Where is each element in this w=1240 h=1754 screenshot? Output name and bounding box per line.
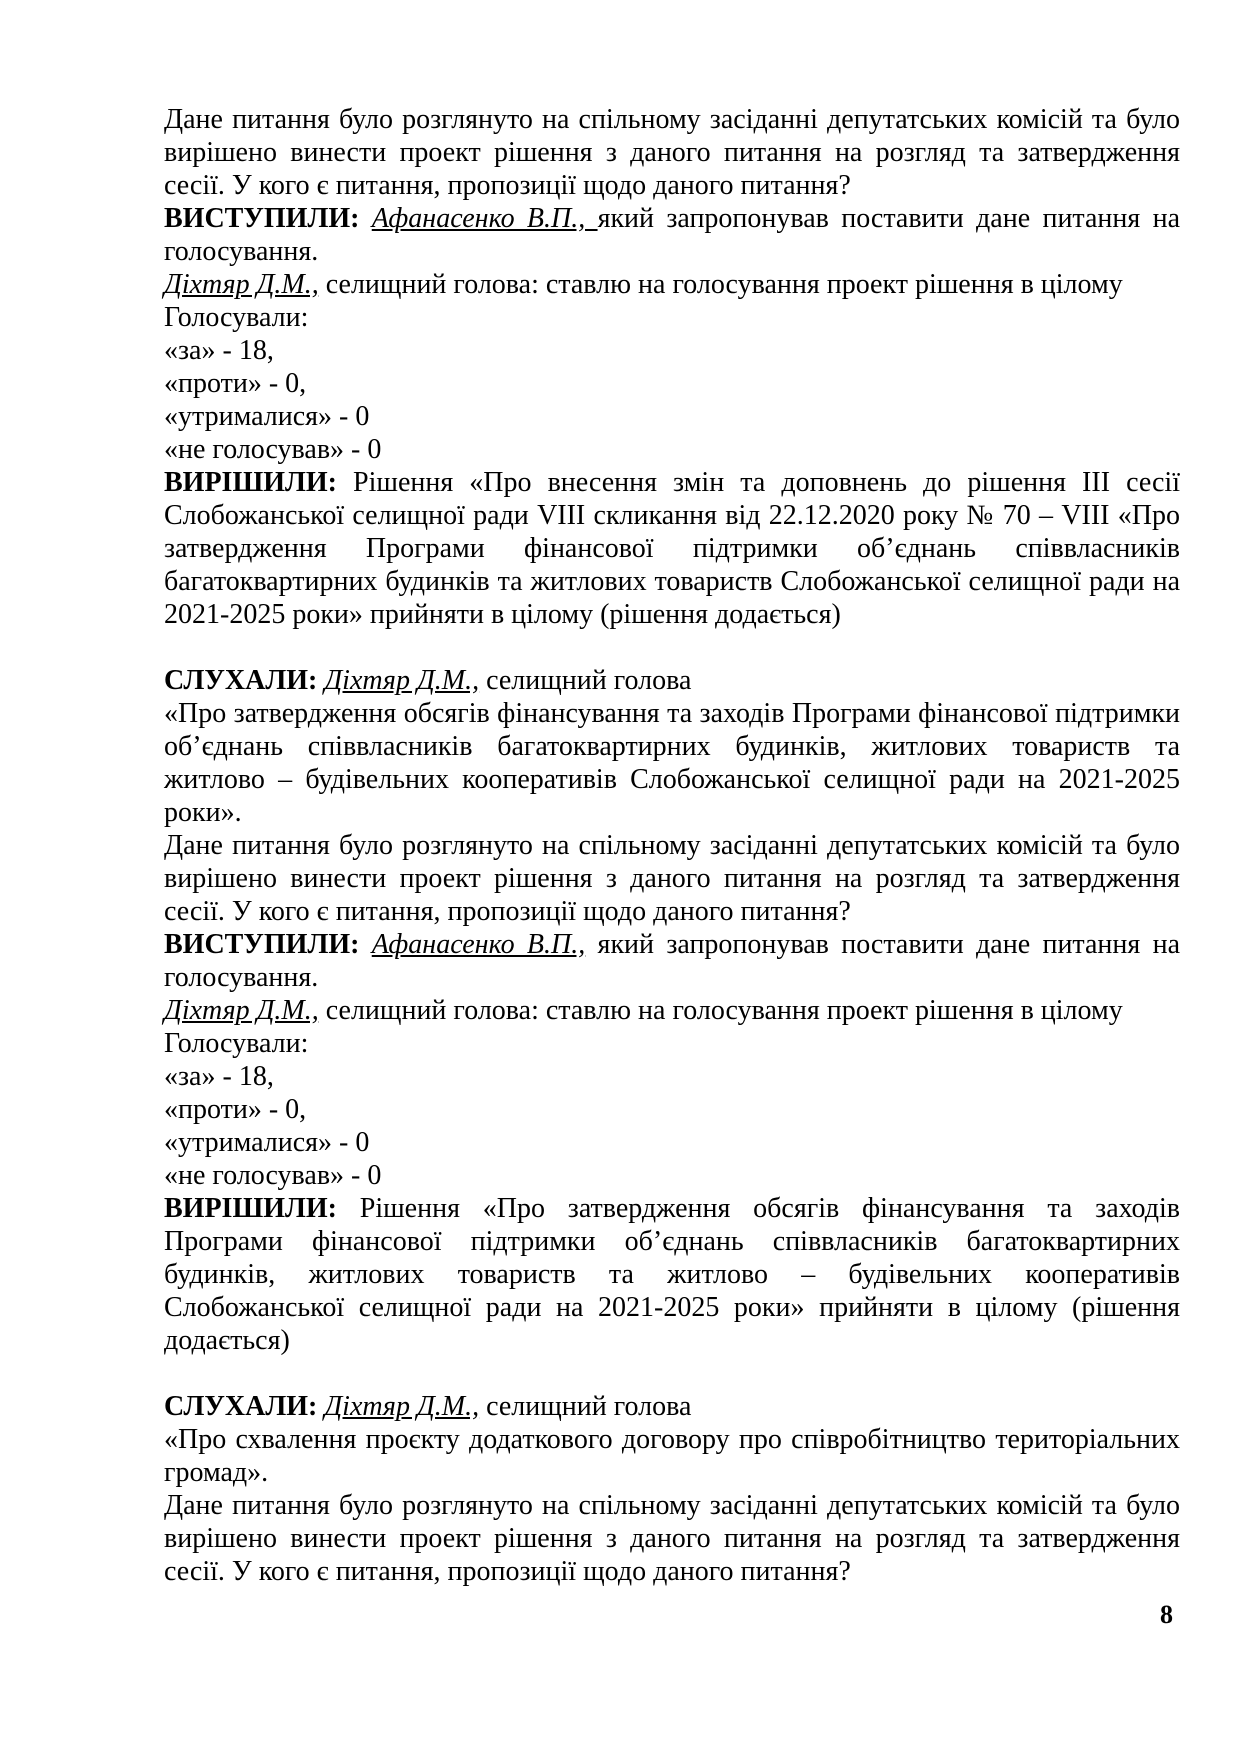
block2-intro: Дане питання було розглянуто на спільному засіданні депутатських комісій та було вирішено винести проект рішення з даного питання на розгляд та затвердження сесії. У кого є питання, пропозиції щодо даного питання?: [164, 830, 1180, 927]
decided-label: ВИРІШИЛИ:: [164, 1193, 337, 1224]
vote-abstained: «утрималися» - 0: [164, 401, 370, 432]
block2-head: [164, 994, 1180, 1027]
decided-text: Рішення «Про затвердження обсягів фінансування та заходів Програми фінансової підтримки об’єднань співвласників багатоквартирних будинків, житлових товариств та житлово – будівельних кооперативів Слобожанської селищної ради на 2021-2025 роки» прийняти в цілому (рішення додається): [164, 1193, 1180, 1356]
voted-label: Голосували:: [164, 1028, 309, 1059]
heard-role: селищний голова: [479, 1391, 692, 1422]
heard-name: Діхтяр Д.М.,: [324, 665, 480, 696]
heard-name: Діхтяр Д.М.,: [324, 1391, 480, 1422]
speaker-name: Афанасенко В.П.,: [371, 203, 598, 234]
heard-role: селищний голова: [479, 665, 692, 696]
block2-decided: [164, 1192, 1180, 1357]
vote-for: «за» - 18,: [164, 1061, 274, 1092]
block1-decided: [164, 466, 1180, 631]
head-text: селищний голова: ставлю на голосування проект рішення в цілому: [318, 269, 1123, 300]
spoke-label: ВИСТУПИЛИ:: [164, 929, 360, 960]
spacer: [164, 631, 1180, 664]
block3-topic: «Про схвалення проєкту додаткового договору про співробітництво територіальних громад».: [164, 1424, 1180, 1488]
block2-topic: «Про затвердження обсягів фінансування та заходів Програми фінансової підтримки об’єднань співвласників багатоквартирних будинків, житлових товариств та житлово – будівельних кооперативів Слобожанської селищної ради на 2021-2025 роки».: [164, 698, 1180, 828]
heard-label: СЛУХАЛИ:: [164, 1391, 318, 1422]
heard-label: СЛУХАЛИ:: [164, 665, 318, 696]
block1-intro: Дане питання було розглянуто на спільному засіданні депутатських комісій та було вирішено винести проект рішення з даного питання на розгляд та затвердження сесії. У кого є питання, пропозиції щодо даного питання?: [164, 104, 1180, 201]
vote-not-voted: «не голосував» - 0: [164, 434, 382, 465]
speaker-name: Афанасенко В.П.,: [371, 929, 586, 960]
vote-abstained: «утрималися» - 0: [164, 1127, 370, 1158]
spacer: [164, 1357, 1180, 1390]
decided-text: Рішення «Про внесення змін та доповнень до рішення ІІІ сесії Слобожанської селищної ради VIII скликання від 22.12.2020 року № 70 – VIII «Про затвердження Програми фінансової підтримки об’єднань співвласників багатоквартирних будинків та житлових товариств Слобожанської селищної ради на 2021-2025 роки» прийняти в цілому (рішення додається): [164, 467, 1180, 630]
vote-against: «проти» - 0,: [164, 368, 307, 399]
spoke-label: ВИСТУПИЛИ:: [164, 203, 360, 234]
vote-against: «проти» - 0,: [164, 1094, 307, 1125]
block3-intro: Дане питання було розглянуто на спільному засіданні депутатських комісій та було вирішено винести проект рішення з даного питання на розгляд та затвердження сесії. У кого є питання, пропозиції щодо даного питання?: [164, 1490, 1180, 1587]
vote-not-voted: «не голосував» - 0: [164, 1160, 382, 1191]
block1-head: [164, 268, 1180, 301]
block1-spoke: [164, 202, 1180, 268]
head-name: Діхтяр Д.М.,: [164, 995, 319, 1026]
head-text: селищний голова: ставлю на голосування проект рішення в цілому: [318, 995, 1123, 1026]
voted-label: Голосували:: [164, 302, 309, 333]
document-page: [164, 103, 1180, 1588]
decided-label: ВИРІШИЛИ:: [164, 467, 337, 498]
page-number: 8: [1160, 1600, 1173, 1629]
spoke-text: який запропонував поставити дане питання на голосування.: [164, 929, 1180, 993]
block2-heard: [164, 664, 1180, 697]
spoke-text: який запропонував поставити дане питання на голосування.: [164, 203, 1180, 267]
vote-for: «за» - 18,: [164, 335, 274, 366]
block2-spoke: [164, 928, 1180, 994]
block3-heard: [164, 1390, 1180, 1423]
head-name: Діхтяр Д.М.,: [164, 269, 319, 300]
